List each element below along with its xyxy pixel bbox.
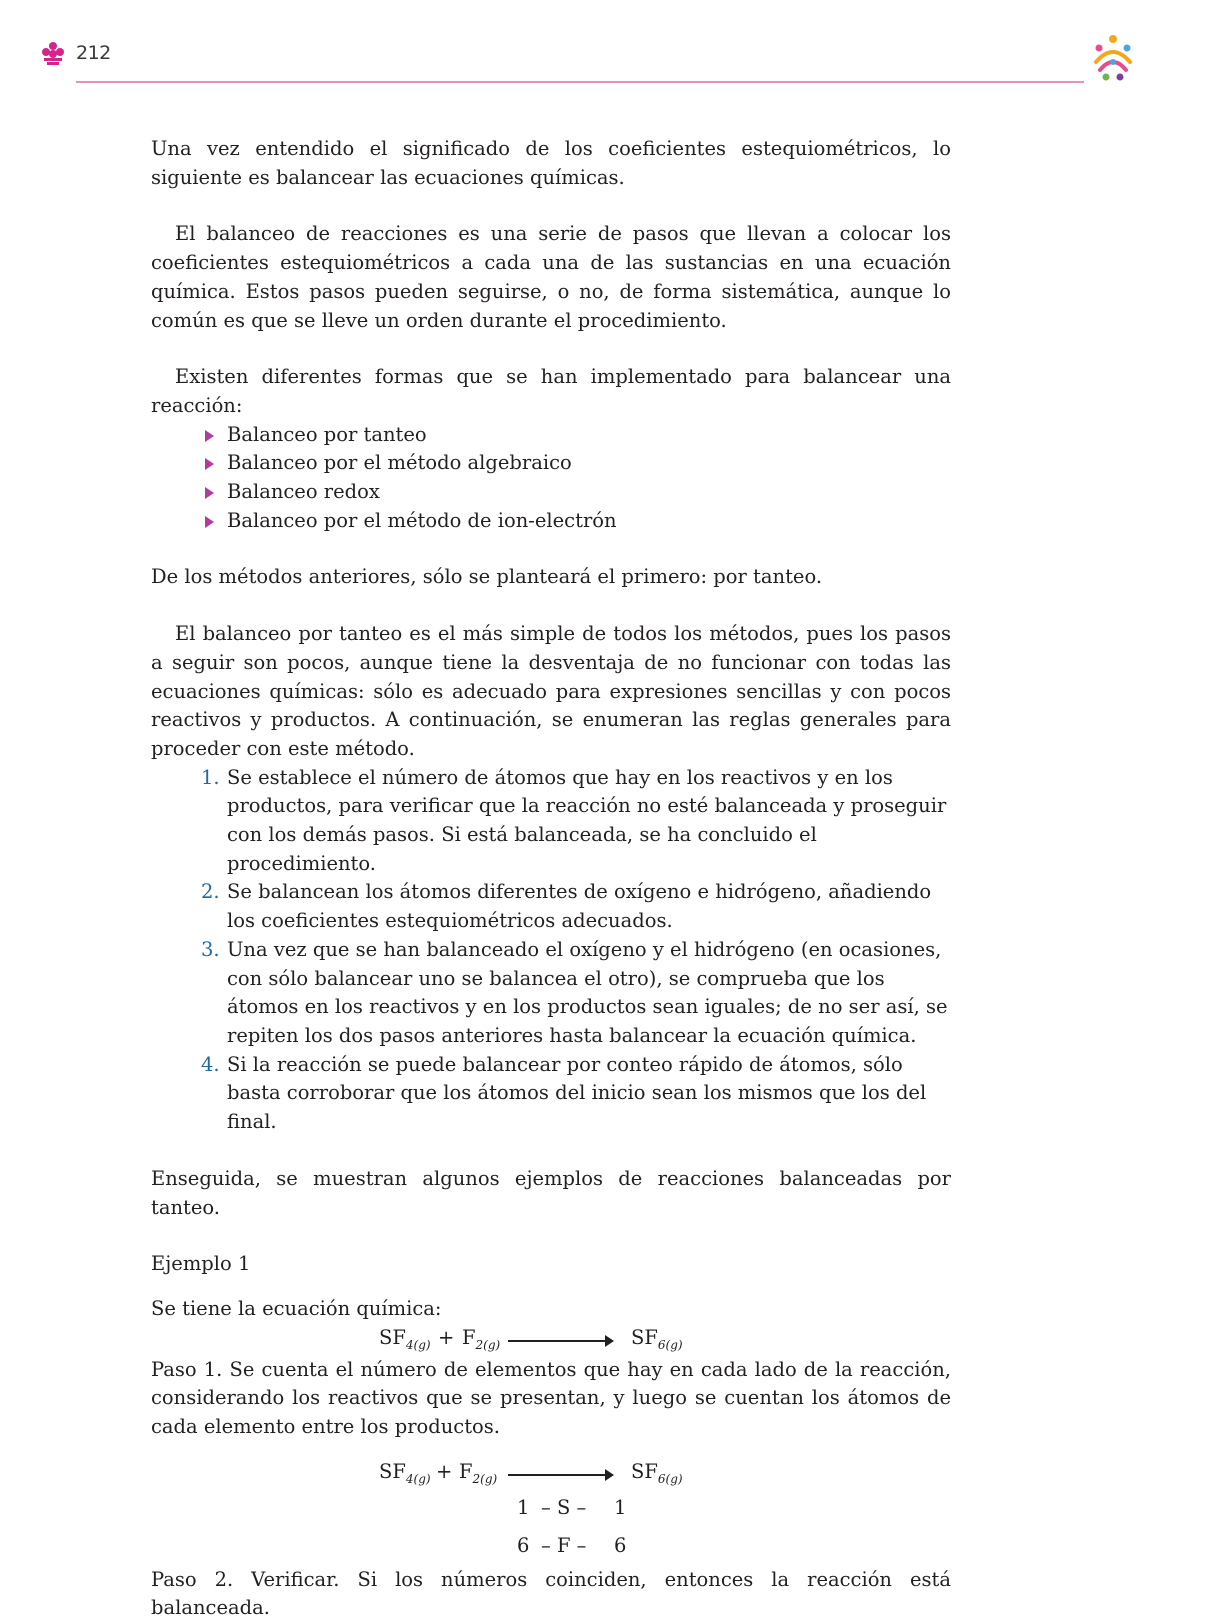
reactant-sf4: $SF_{4(g)}$ bbox=[379, 1325, 431, 1352]
atom-count-row-s: 1 – S – 1 bbox=[517, 1495, 627, 1519]
plus-sign: + bbox=[438, 1325, 455, 1349]
page-header bbox=[0, 0, 1214, 90]
reactant-f2: $F_{2(g)}$ bbox=[462, 1325, 501, 1352]
product-sf6: $SF_{6(g)}$ bbox=[631, 1459, 683, 1486]
equation-intro: Se tiene la ecuación química: bbox=[151, 1296, 442, 1320]
triangle-bullet-icon bbox=[205, 458, 214, 470]
paragraph-methods-intro: Existen diferentes formas que se han implementado para balancear una reacción: bbox=[151, 365, 951, 417]
atom-count-row-f: 6 – F – 6 bbox=[517, 1533, 627, 1557]
list-item: 2. Se balancean los átomos diferentes de oxígeno e hidrógeno, añadiendo los coeficientes estequiométricos adecuados. bbox=[201, 880, 932, 933]
paragraph-balanceo: El balanceo de reacciones es una serie de pasos que llevan a colocar los coeficientes estequiométricos a cada una de las sustancias en una ecuación química. Estos pasos pueden seguirse, o no, de forma sistemática, aunque lo común es que se lleve un orden durante el procedimiento. bbox=[151, 222, 951, 332]
reactant-f2: $F_{2(g)}$ bbox=[459, 1459, 498, 1486]
list-item: Balanceo redox bbox=[227, 478, 951, 507]
paso-1: Paso 1. Se cuenta el número de elementos que hay en cada lado de la reacción, considerando los reactivos que se presentan, y luego se cuentan los átomos de cada elemento entre los productos. bbox=[151, 1357, 951, 1439]
chemical-equation bbox=[151, 1324, 951, 1356]
list-item: Balanceo por tanteo bbox=[227, 421, 951, 450]
flower-emblem-icon bbox=[40, 40, 66, 68]
methods-list bbox=[151, 421, 951, 536]
product-sf6: $SF_{6(g)}$ bbox=[631, 1325, 683, 1352]
example-title: Ejemplo 1 bbox=[151, 1252, 251, 1276]
page-body bbox=[151, 135, 951, 1623]
reaction-arrow-icon bbox=[508, 1340, 608, 1342]
paragraph-intro: Una vez entendido el significado de los coeficientes estequiométricos, lo siguiente es balancear las ecuaciones químicas. bbox=[151, 137, 951, 189]
list-item: 3. Una vez que se han balanceado el oxígeno y el hidrógeno (en ocasiones, con sólo balancear uno se balancea el otro), se comprueba que los átomos en los reactivos y en los productos sean iguales; de no ser así, se repiten los dos pasos anteriores hasta balancear la ecuación química. bbox=[201, 937, 948, 1047]
reaction-arrow-icon bbox=[508, 1474, 608, 1476]
page-number: 212 bbox=[76, 42, 111, 64]
chemical-equation-count bbox=[151, 1458, 951, 1490]
list-item: 4. Si la reacción se puede balancear por conteo rápido de átomos, sólo basta corroborar que los átomos del inicio sean los mismos que los del final. bbox=[201, 1052, 927, 1134]
list-item: Balanceo por el método algebraico bbox=[227, 449, 951, 478]
triangle-bullet-icon bbox=[205, 487, 214, 499]
colorful-dots-logo-icon bbox=[1086, 32, 1140, 86]
reactant-sf4: $SF_{4(g)}$ bbox=[379, 1459, 431, 1486]
list-item: Balanceo por el método de ion-electrón bbox=[227, 507, 951, 536]
paragraph-tanteo: El balanceo por tanteo es el más simple de todos los métodos, pues los pasos a seguir son pocos, aunque tiene la desventaja de no funcionar con todas las ecuaciones químicas: sólo es adecuado para expresiones sencillas y con pocos reactivos y productos. A continuación, se enumeran las reglas generales para proceder con este método. bbox=[151, 622, 951, 760]
triangle-bullet-icon bbox=[205, 430, 214, 442]
plus-sign: + bbox=[436, 1459, 453, 1483]
paragraph-methods-selected: De los métodos anteriores, sólo se planteará el primero: por tanteo. bbox=[151, 565, 823, 589]
triangle-bullet-icon bbox=[205, 516, 214, 528]
steps-list bbox=[151, 764, 951, 1137]
paso-2: Paso 2. Verificar. Si los números coinciden, entonces la reacción está balanceada. bbox=[151, 1567, 951, 1620]
paragraph-examples-intro: Enseguida, se muestran algunos ejemplos de reacciones balanceadas por tanteo. bbox=[151, 1166, 951, 1219]
list-item: 1. Se establece el número de átomos que hay en los reactivos y en los productos, para verificar que la reacción no esté balanceada y proseguir con los demás pasos. Si está balanceada, se ha concluido el procedimiento. bbox=[201, 765, 947, 875]
header-rule bbox=[76, 81, 1084, 83]
